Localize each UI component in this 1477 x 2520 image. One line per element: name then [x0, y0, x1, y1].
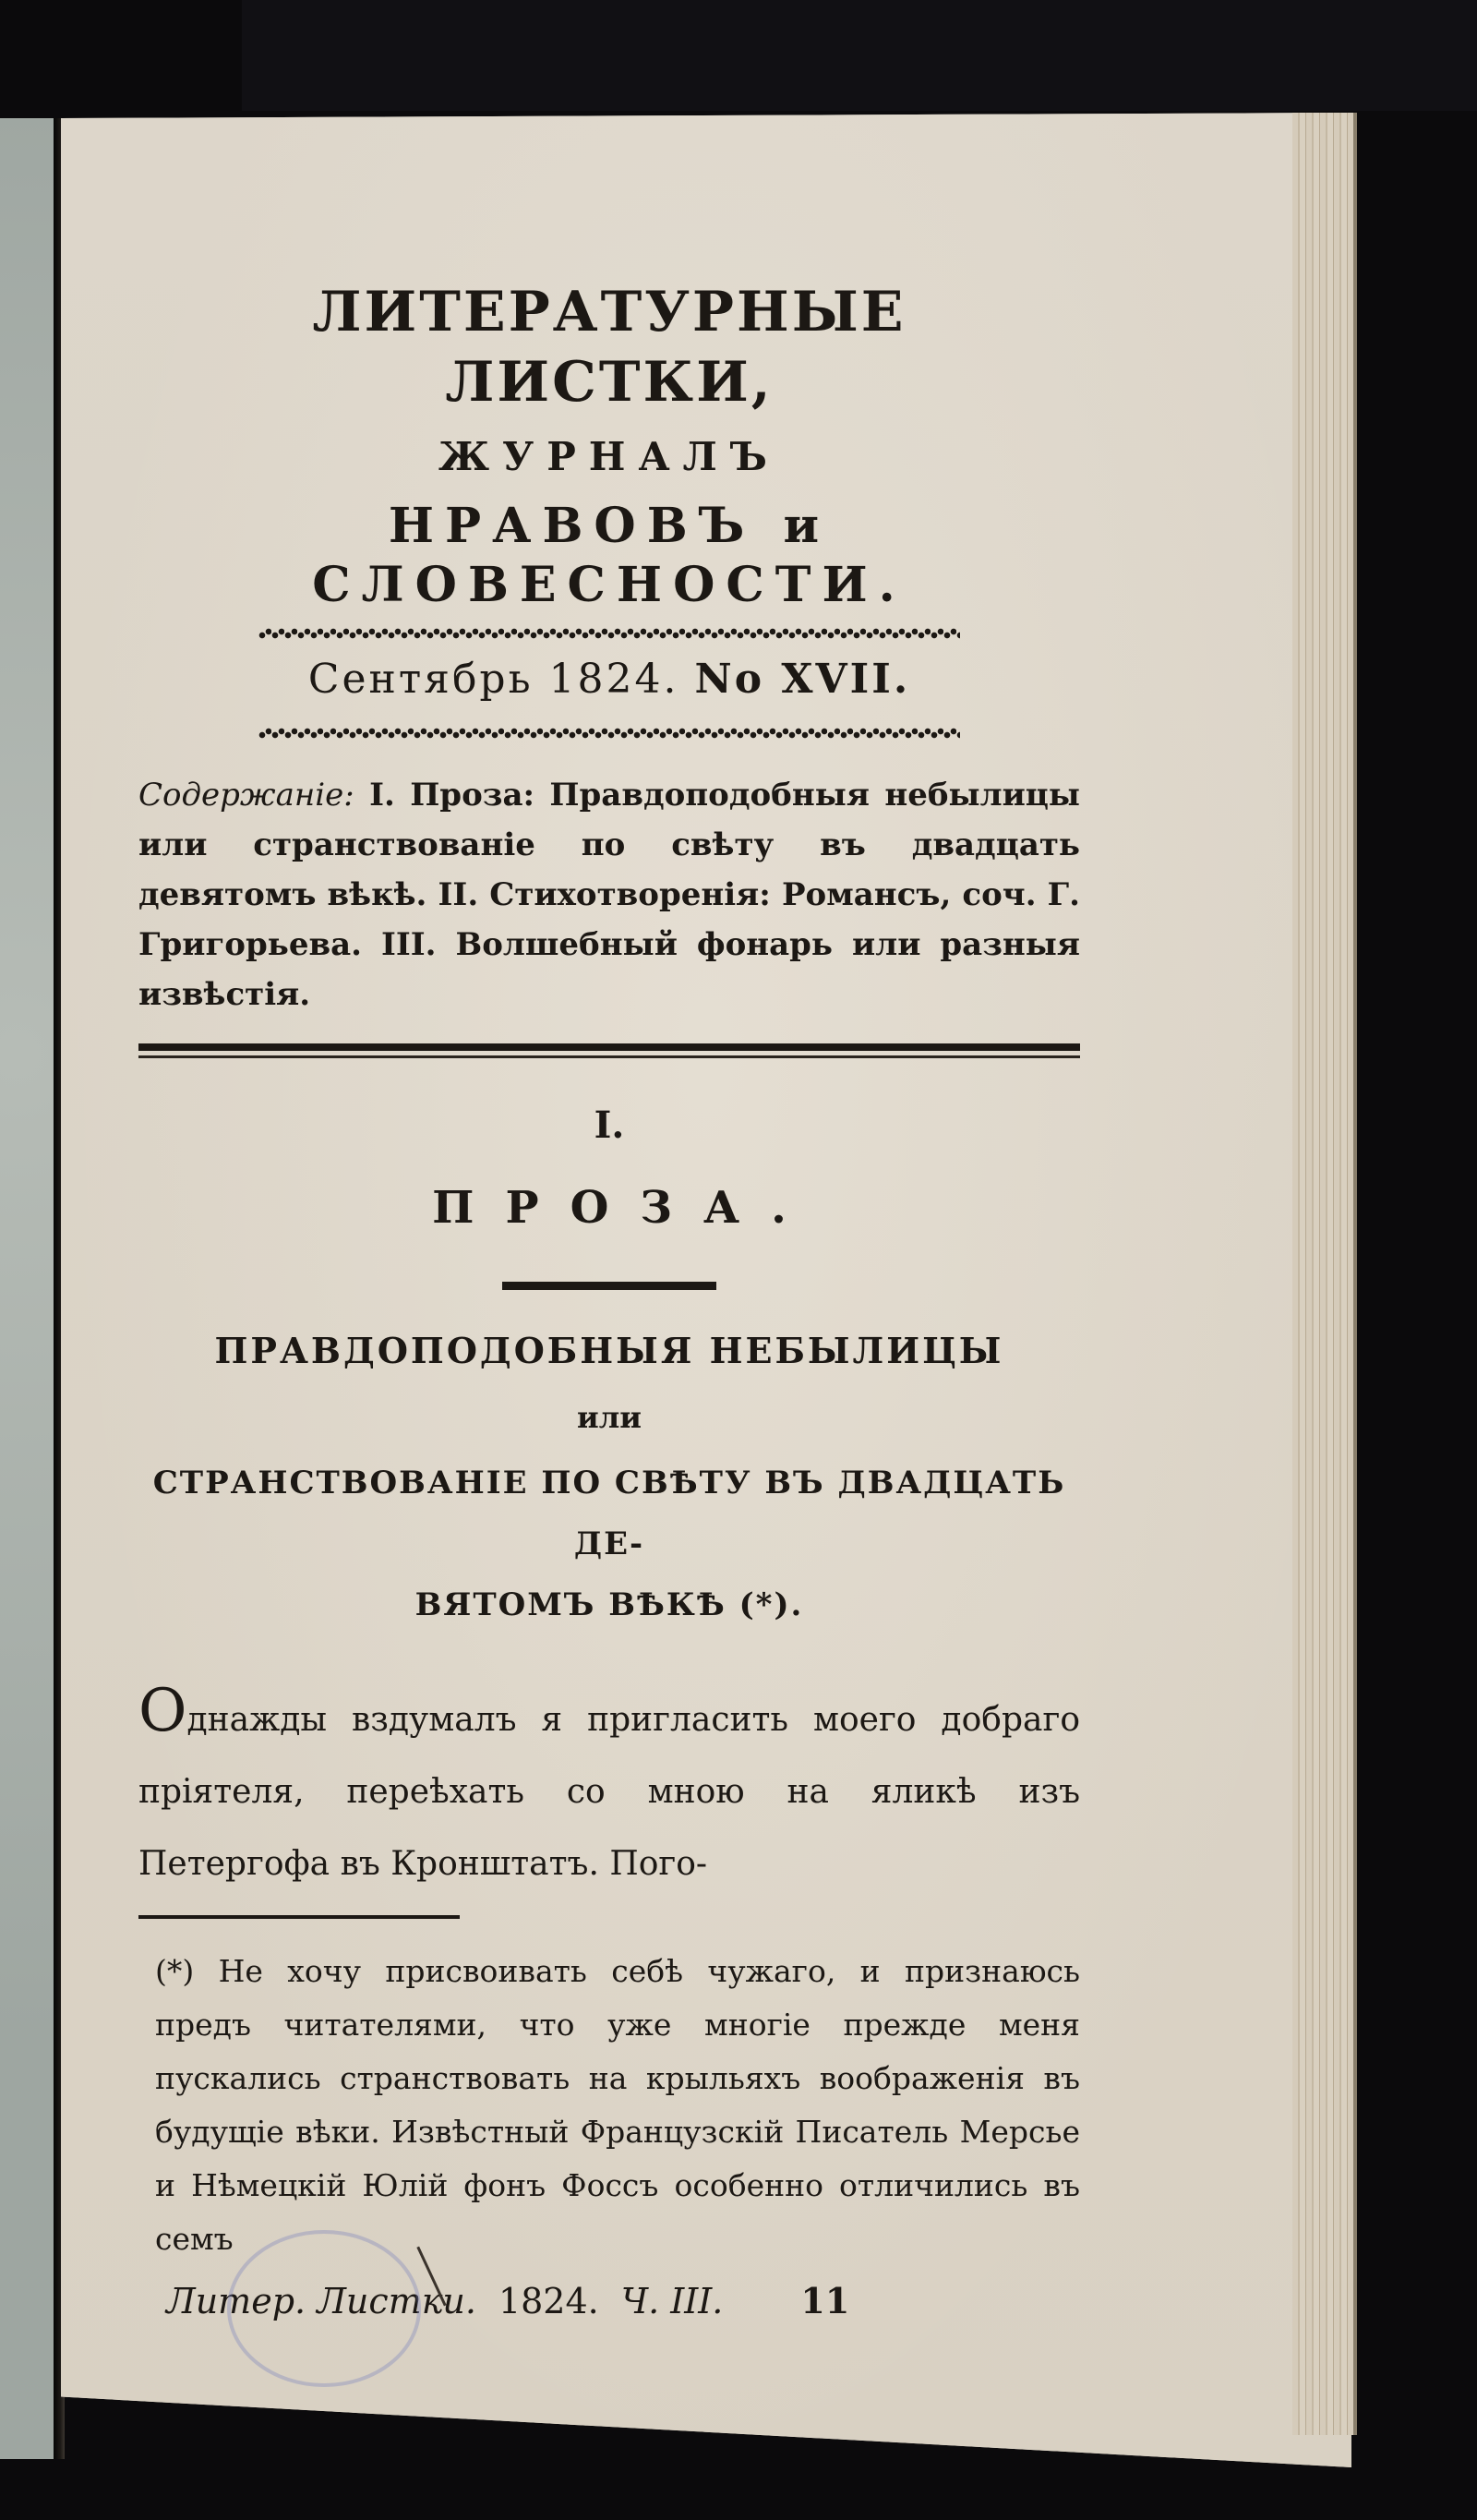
contents-text: I. Проза: Правдоподобныя небылицы или странствованіе по свѣту въ двадцать девятомъ вѣкѣ. II. Стихотворенія: Романсъ, соч. Г. Григорьева. III. Волшебный фонарь или разныя извѣстія.: [138, 777, 1080, 1013]
scan-background: [242, 0, 1477, 111]
journal-title: ЛИТЕРАТУРНЫЕ ЛИСТКИ,: [312, 280, 907, 415]
drop-cap: О: [138, 1677, 187, 1745]
section-rule: [502, 1282, 716, 1290]
library-stamp: [227, 2230, 421, 2387]
double-rule: [138, 1043, 1080, 1058]
masthead: [138, 277, 1080, 739]
issue-line: [138, 645, 1080, 715]
article-subtitle-line-1: СТРАНСТВОВАНІЕ ПО СВѢТУ ВЪ ДВАДЦАТЬ ДЕ-: [152, 1465, 1066, 1562]
wavy-rule-top: [258, 628, 960, 639]
article-or: или: [576, 1400, 642, 1435]
previous-page-edge: [0, 118, 55, 2459]
footnote-rule: [138, 1915, 460, 1919]
signature-sheet-number: 11: [800, 2280, 850, 2321]
contents-label: Содержаніе:: [138, 777, 354, 814]
section-number: I.: [594, 1103, 625, 1147]
journal-subtitle: ЖУРНАЛЪ: [438, 434, 780, 479]
footnote: (*) Не хочу присвоивать себѣ чужаго, и признаюсь предъ читателями, что уже многіе прежде меня пускались странствовать на крыльяхъ воображенія въ будущіе вѣки. Извѣстный Французскій Писатель Мерсье и Нѣмецкій Юлій фонъ Фоссъ особенно отличились въ семъ: [155, 1953, 1080, 2257]
signature-part: Ч. III.: [620, 2281, 724, 2321]
body-text: днажды вздумалъ я пригласить моего добраго пріятеля, переѣхать со мною на яликѣ изъ Петергофа въ Кронштатъ. Пого-: [138, 1701, 1080, 1883]
journal-subtitle-2: НРАВОВЪ и СЛОВЕСНОСТИ.: [312, 498, 907, 613]
section-title: ПРОЗА.: [432, 1182, 818, 1234]
article-subtitle-line-2: ВЯТОМЪ ВѢКѢ (*).: [414, 1586, 804, 1623]
page-block-edges: [1292, 113, 1357, 2435]
article-subtitle: [138, 1453, 1080, 1635]
signature-journal: Литер. Листки.: [166, 2281, 476, 2321]
issue-date: Сентябрь 1824.: [307, 656, 679, 703]
article-title: ПРАВДОПОДОБНЫЯ НЕБЫЛИЦЫ: [214, 1330, 1004, 1371]
page-content: [138, 277, 1080, 2329]
issue-number: No XVII.: [694, 656, 911, 703]
wavy-rule-bottom: [258, 728, 960, 739]
signature-year: 1824.: [498, 2281, 599, 2321]
table-of-contents: [138, 770, 1080, 1019]
body-paragraph: [138, 1677, 1080, 1900]
